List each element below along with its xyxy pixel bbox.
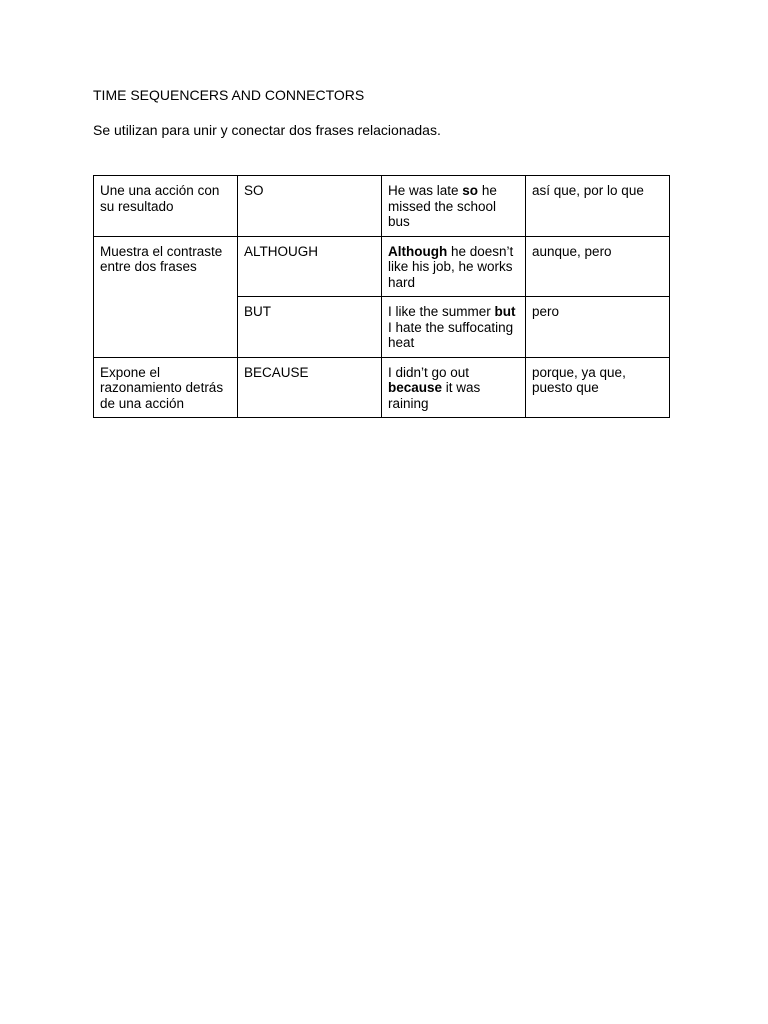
example-text: it was raining xyxy=(388,380,481,411)
example-cell xyxy=(382,176,526,237)
description-cell: Muestra el contraste entre dos frases xyxy=(94,236,238,357)
example-text: I hate the suffocating heat xyxy=(388,319,514,350)
example-text: He was late xyxy=(388,183,463,198)
example-text: he missed the school bus xyxy=(388,183,497,229)
example-cell xyxy=(382,236,526,297)
example-cell xyxy=(382,357,526,418)
connector-cell: ALTHOUGH xyxy=(238,236,382,297)
example-text: I like the summer xyxy=(388,304,495,319)
connector-cell: SO xyxy=(238,176,382,237)
table-row xyxy=(94,176,670,237)
translation-cell: porque, ya que, puesto que xyxy=(526,357,670,418)
translation-cell: así que, por lo que xyxy=(526,176,670,237)
connector-cell: BECAUSE xyxy=(238,357,382,418)
connector-cell: BUT xyxy=(238,297,382,358)
example-text: I didn’t go out xyxy=(388,364,470,380)
example-connector: Although xyxy=(388,243,448,259)
description-cell: Une una acción con su resultado xyxy=(94,176,238,237)
page-title: TIME SEQUENCERS AND CONNECTORS xyxy=(93,87,365,103)
example-connector: so xyxy=(462,183,479,198)
example-text: he doesn’t like his job, he works hard xyxy=(388,243,514,290)
translation-cell: aunque, pero xyxy=(526,236,670,297)
page-subtitle: Se utilizan para unir y conectar dos frases relacionadas. xyxy=(93,122,441,138)
example-connector: but xyxy=(494,304,516,319)
table-row xyxy=(94,357,670,418)
translation-cell: pero xyxy=(526,297,670,358)
description-cell: Expone el razonamiento detrás de una acción xyxy=(94,357,238,418)
connectors-table xyxy=(93,175,670,418)
example-connector: because xyxy=(388,380,443,395)
example-cell xyxy=(382,297,526,358)
table-row xyxy=(94,236,670,297)
